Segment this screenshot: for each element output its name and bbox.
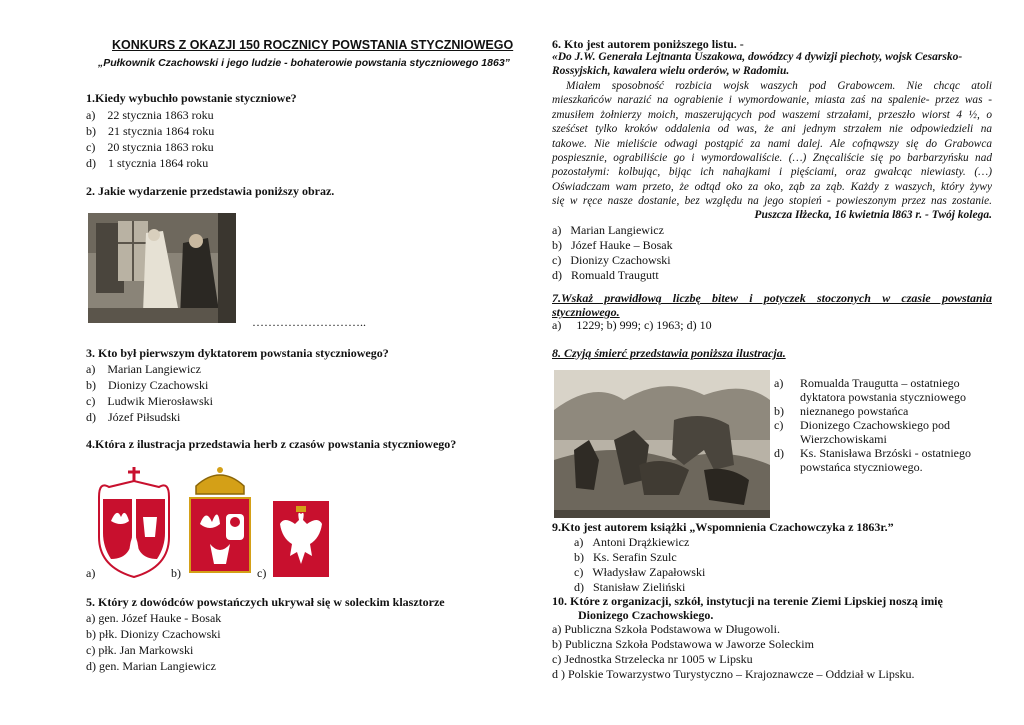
question-3: 3. Kto był pierwszym dyktatorem powstania styczniowego? xyxy=(86,346,389,360)
letter-body xyxy=(552,79,992,209)
q3-answer-b: b) Dionizy Czachowski xyxy=(86,378,209,392)
question-4: 4.Która z ilustracja przedstawia herb z czasów powstania styczniowego? xyxy=(86,437,457,451)
option-label-c: c) xyxy=(257,566,267,580)
q8-answer-a xyxy=(774,376,966,404)
answer-blank: ……………………….. xyxy=(252,315,366,329)
q8-letter-b: b) xyxy=(774,404,784,418)
q1-answer-d: d) 1 stycznia 1864 roku xyxy=(86,156,209,170)
q7-answers: a) 1229; b) 999; c) 1963; d) 10 xyxy=(552,318,712,332)
q8-c-line2: Wierzchowiskami xyxy=(800,432,887,446)
q10-answer-b: b) Publiczna Szkoła Podstawowa w Jaworze Soleckim xyxy=(552,637,814,651)
q9-answer-b: b) Ks. Serafin Szulc xyxy=(574,550,677,564)
letter-heading-2: Rossyjskich, kawalera wielu orderów, w Radomiu. xyxy=(552,65,790,77)
q1-answer-c: c) 20 stycznia 1863 roku xyxy=(86,140,214,154)
q8-c-line1: Dionizego Czachowskiego pod xyxy=(800,418,950,432)
question-6: 6. Kto jest autorem poniższego listu. - xyxy=(552,37,744,51)
q6-answer-b: b) Józef Hauke – Bosak xyxy=(552,238,673,252)
q3-answer-a: a) Marian Langiewicz xyxy=(86,362,201,376)
q8-answer-c xyxy=(774,418,950,446)
q1-answer-a: a) 22 stycznia 1863 roku xyxy=(86,108,214,122)
q5-answer-c: c) płk. Jan Markowski xyxy=(86,643,194,657)
painting-image xyxy=(88,213,236,323)
q8-d-line1: Ks. Stanisława Brzóski - ostatniego xyxy=(800,446,971,460)
q8-letter-d: d) xyxy=(774,446,784,460)
coat-of-arms-a-image xyxy=(95,467,173,579)
q6-answer-c: c) Dionizy Czachowski xyxy=(552,253,671,267)
q8-b-line1: nieznanego powstańca xyxy=(800,404,909,418)
q10-answer-c: c) Jednostka Strzelecka nr 1005 w Lipsku xyxy=(552,652,753,666)
q9-answer-d: d) Stanisław Zieliński xyxy=(574,580,686,594)
q8-answer-b xyxy=(774,404,908,418)
letter-line: pospiesznie, ograbiliście go i wymordowaliście. (…) Znęcaliście się po barbarzyńsku nad xyxy=(552,152,992,165)
q5-answer-d: d) gen. Marian Langiewicz xyxy=(86,659,216,673)
q10-answer-d: d ) Polskie Towarzystwo Turystyczno – Krajoznawcze – Oddział w Lipsku. xyxy=(552,667,915,681)
question-8: 8. Czyją śmierć przedstawia poniższa ilustracja. xyxy=(552,346,786,360)
q10-answer-a: a) Publiczna Szkoła Podstawowa w Długowoli. xyxy=(552,622,780,636)
letter-line: sześćset tylko kroków oddalenia od was, że ani jednym strzałem nie odpowiedzieli na xyxy=(552,123,992,136)
q6-answer-d: d) Romuald Traugutt xyxy=(552,268,659,282)
q6-answer-a: a) Marian Langiewicz xyxy=(552,223,664,237)
q8-a-line1: Romualda Traugutta – ostatniego xyxy=(800,376,960,390)
question-7-cont: styczniowego. xyxy=(552,305,620,319)
letter-signature: Puszcza Iłżecka, 16 kwietnia l863 r. - Twój kolega. xyxy=(754,209,992,221)
question-5: 5. Który z dowódców powstańczych ukrywał się w soleckim klasztorze xyxy=(86,595,445,609)
q5-answer-a: a) gen. Józef Hauke - Bosak xyxy=(86,611,222,625)
q9-answer-a: a) Antoni Drążkiewicz xyxy=(574,535,690,549)
illustration-image xyxy=(554,370,770,518)
letter-line: zmusiłem żołnierzy moich, maszerujących pod waszemi strzałami, przeszło wiorst 4 ½, o xyxy=(552,108,992,121)
question-1: 1.Kiedy wybuchło powstanie styczniowe? xyxy=(86,91,297,105)
q8-answer-d xyxy=(774,446,971,474)
q9-answer-c: c) Władysław Zapałowski xyxy=(574,565,706,579)
question-2: 2. Jakie wydarzenie przedstawia poniższy obraz. xyxy=(86,184,335,198)
q1-answer-b: b) 21 stycznia 1864 roku xyxy=(86,124,215,138)
letter-line: Oświadczam wam przeto, że odtąd oko za oko, ząb za ząb. Każdy z waszych, który żywy xyxy=(552,180,992,193)
coat-of-arms-b-image xyxy=(186,464,254,576)
q5-answer-b: b) płk. Dionizy Czachowski xyxy=(86,627,221,641)
option-label-a: a) xyxy=(86,566,96,580)
question-10-cont: Dionizego Czachowskiego. xyxy=(578,608,714,622)
q8-letter-c: c) xyxy=(774,418,784,432)
q3-answer-c: c) Ludwik Mierosławski xyxy=(86,394,213,408)
option-label-b: b) xyxy=(171,566,181,580)
question-7: 7.Wskaż prawidłową liczbę bitew i potyczek stoczonych w czasie powstania xyxy=(552,291,992,305)
letter-line: pozostałymi: kolbując, bijąc ich nahajkami i pięściami, oraz gwałcąc niewiasty. (…) xyxy=(552,166,992,179)
q8-letter-a: a) xyxy=(774,376,784,390)
page-title: KONKURS Z OKAZJI 150 ROCZNICY POWSTANIA STYCZNIOWEGO xyxy=(112,38,514,52)
q8-d-line2: powstańca styczniowego. xyxy=(800,460,923,474)
letter-line: mieszkańców narazić na ograbienie i wymordowanie, miasta zaś na spalenie- przez was - xyxy=(552,94,992,107)
question-9: 9.Kto jest autorem książki „Wspomnienia Czachowczyka z 1863r.” xyxy=(552,520,894,534)
q3-answer-d: d) Józef Piłsudski xyxy=(86,410,181,424)
question-10: 10. Które z organizacji, szkół, instytucji na terenie Ziemi Lipskiej noszą imię xyxy=(552,594,943,608)
page-subtitle: „Pułkownik Czachowski i jego ludzie - bohaterowie powstania styczniowego 1863” xyxy=(98,57,510,69)
letter-line: Miałem sposobność rozbicia wojsk waszych pod Grabowcem. Nie chcąc atoli xyxy=(566,80,992,92)
letter-line: takowe. Nie mieliście odwagi postąpić za nami dalej. Ale cofnąwszy się do Grabowca xyxy=(552,137,992,150)
letter-line: się w ręce nasze dostanie, bez względu na jego stopień - powieszonym przez nas zostanie. xyxy=(552,195,992,208)
letter-heading-1: «Do J.W. Generała Lejtnanta Uszakowa, dowódzcy 4 dywizji piechoty, wojsk Cesarsko- xyxy=(552,51,963,63)
q8-a-line2: dyktatora powstania styczniowego xyxy=(800,390,966,404)
coat-of-arms-c-image xyxy=(272,500,330,578)
